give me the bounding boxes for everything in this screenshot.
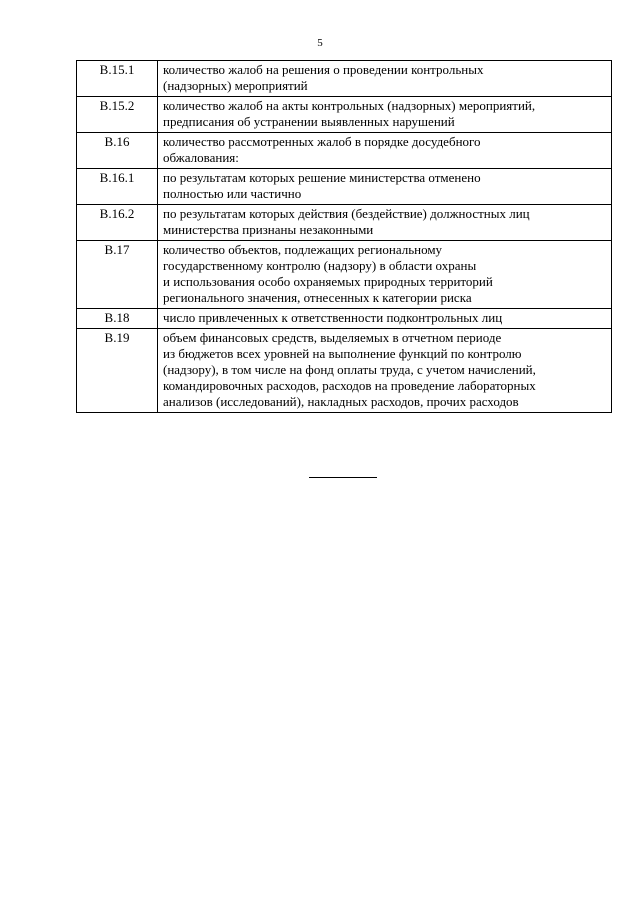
table-row xyxy=(77,241,612,309)
indicator-code: В.16 xyxy=(77,133,158,169)
indicator-description-line: государственному контролю (надзору) в области охраны xyxy=(163,258,477,273)
indicator-description-line: командировочных расходов, расходов на проведение лабораторных xyxy=(163,378,536,393)
page-number: 5 xyxy=(317,37,323,49)
table-row xyxy=(77,309,612,329)
table-row xyxy=(77,205,612,241)
indicator-description-line: министерства признаны незаконными xyxy=(163,222,374,237)
indicator-table xyxy=(76,60,612,413)
indicator-description-line: количество объектов, подлежащих региональному xyxy=(163,242,443,257)
indicator-description-line: полностью или частично xyxy=(163,186,302,201)
indicator-description-line: количество жалоб на решения о проведении контрольных xyxy=(163,62,484,77)
indicator-code: В.16.1 xyxy=(77,169,158,205)
table-row xyxy=(77,97,612,133)
indicator-description-line: предписания об устранении выявленных нарушений xyxy=(163,114,455,129)
indicator-code: В.17 xyxy=(77,241,158,309)
indicator-description-line: (надзорных) мероприятий xyxy=(163,78,308,93)
indicator-description-line: число привлеченных к ответственности подконтрольных лиц xyxy=(163,310,503,325)
indicator-description-line: анализов (исследований), накладных расходов, прочих расходов xyxy=(163,394,519,409)
indicator-code: В.18 xyxy=(77,309,158,329)
indicator-description-line: обжалования: xyxy=(163,150,239,165)
indicator-table-body xyxy=(77,61,612,413)
table-row xyxy=(77,329,612,413)
table-row xyxy=(77,133,612,169)
indicator-code: В.15.2 xyxy=(77,97,158,133)
indicator-description xyxy=(158,309,612,329)
indicator-description-line: регионального значения, отнесенных к категории риска xyxy=(163,290,472,305)
indicator-description-line: из бюджетов всех уровней на выполнение функций по контролю xyxy=(163,346,522,361)
indicator-description-line: количество рассмотренных жалоб в порядке досудебного xyxy=(163,134,481,149)
indicator-description-line: (надзору), в том числе на фонд оплаты труда, с учетом начислений, xyxy=(163,362,536,377)
table-row xyxy=(77,61,612,97)
indicator-description xyxy=(158,97,612,133)
indicator-description-line: по результатам которых действия (бездействие) должностных лиц xyxy=(163,206,530,221)
indicator-code: В.16.2 xyxy=(77,205,158,241)
indicator-description-line: по результатам которых решение министерства отменено xyxy=(163,170,481,185)
table-row xyxy=(77,169,612,205)
indicator-description xyxy=(158,169,612,205)
indicator-description xyxy=(158,241,612,309)
indicator-description xyxy=(158,61,612,97)
indicator-description xyxy=(158,329,612,413)
indicator-description-line: количество жалоб на акты контрольных (надзорных) мероприятий, xyxy=(163,98,536,113)
indicator-description-line: и использования особо охраняемых природных территорий xyxy=(163,274,493,289)
end-of-document-rule xyxy=(309,477,377,478)
indicator-description xyxy=(158,133,612,169)
indicator-description xyxy=(158,205,612,241)
indicator-code: В.19 xyxy=(77,329,158,413)
indicator-description-line: объем финансовых средств, выделяемых в отчетном периоде xyxy=(163,330,502,345)
indicator-code: В.15.1 xyxy=(77,61,158,97)
